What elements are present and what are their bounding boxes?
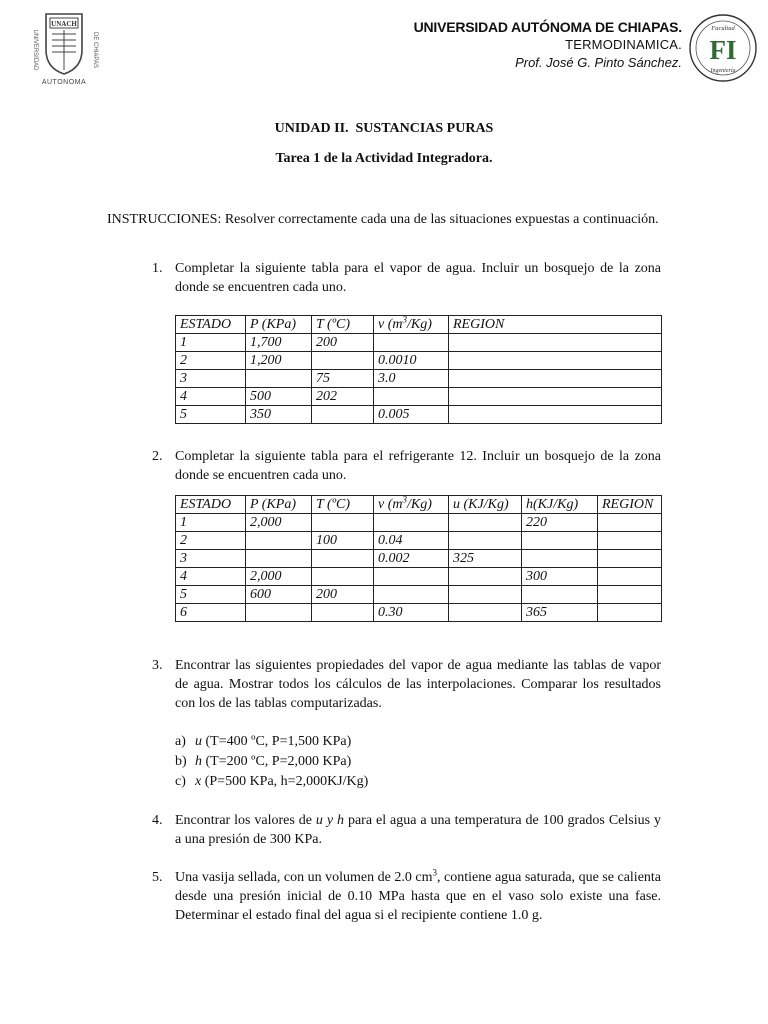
table-cell: 1 bbox=[176, 514, 246, 532]
table-cell bbox=[312, 406, 374, 424]
table-row bbox=[176, 568, 662, 586]
problem-1-number: 1. bbox=[152, 261, 163, 276]
table-cell: 1,700 bbox=[246, 334, 312, 352]
table-cell bbox=[312, 352, 374, 370]
faculty-letters: FI bbox=[709, 35, 737, 65]
table-cell bbox=[449, 334, 662, 352]
table-cell bbox=[449, 568, 522, 586]
logo-side-text-left: UNIVERSIDAD bbox=[32, 29, 38, 71]
faculty-top-text: Facultad bbox=[711, 25, 735, 32]
sub-item-c: c) x (P=500 KPa, h=2,000KJ/Kg) bbox=[175, 774, 369, 789]
table-cell bbox=[449, 604, 522, 622]
table-cell bbox=[522, 532, 598, 550]
table-cell bbox=[449, 388, 662, 406]
table-cell: 0.002 bbox=[374, 550, 449, 568]
table-cell bbox=[598, 550, 662, 568]
table-cell bbox=[598, 568, 662, 586]
table-cell: 365 bbox=[522, 604, 598, 622]
table-cell: 4 bbox=[176, 388, 246, 406]
table-cell: 2,000 bbox=[246, 514, 312, 532]
table-header-cell: u (KJ/Kg) bbox=[449, 496, 522, 514]
problem-2-text: Completar la siguiente tabla para el refrigerante 12. Incluir un bosquejo de la zona donde se encuentren cada uno. bbox=[175, 449, 661, 483]
problem-3-text: Encontrar las siguientes propiedades del vapor de agua mediante las tablas de vapor de agua. Mostrar todos los cálculos de las interpolaciones. Comparar los resultados con los de las tablas computarizadas. bbox=[175, 658, 661, 711]
faculty-logo bbox=[688, 13, 758, 83]
university-name: UNIVERSIDAD AUTÓNOMA DE CHIAPAS. bbox=[413, 19, 682, 35]
table-cell bbox=[374, 388, 449, 406]
table-cell: 5 bbox=[176, 406, 246, 424]
table-cell: 325 bbox=[449, 550, 522, 568]
table-cell bbox=[449, 352, 662, 370]
unit-title: UNIDAD II. SUSTANCIAS PURAS bbox=[274, 121, 494, 136]
logo-bottom-text: AUTONOMA bbox=[41, 79, 87, 86]
table-cell: 220 bbox=[522, 514, 598, 532]
table-cell bbox=[598, 532, 662, 550]
table-row bbox=[176, 604, 662, 622]
problem-1-text: Completar la siguiente tabla para el vapor de agua. Incluir un bosquejo de la zona donde se encuentren cada uno. bbox=[175, 261, 661, 295]
table-cell bbox=[374, 586, 449, 604]
table-cell bbox=[374, 334, 449, 352]
table-cell bbox=[522, 550, 598, 568]
table-cell: 75 bbox=[312, 370, 374, 388]
table-cell bbox=[312, 514, 374, 532]
table-cell: 3 bbox=[176, 550, 246, 568]
table-cell: 2 bbox=[176, 352, 246, 370]
faculty-bottom-text: Ingeniería bbox=[710, 68, 736, 74]
table-header-cell: T (ºC) bbox=[312, 316, 374, 334]
table-cell: 202 bbox=[312, 388, 374, 406]
table-cell bbox=[246, 550, 312, 568]
table-cell bbox=[374, 514, 449, 532]
table-cell: 1,200 bbox=[246, 352, 312, 370]
table-header-cell: v $(m^3/Kg)$ bbox=[374, 316, 449, 334]
table-header-cell: T (ºC) bbox=[312, 496, 374, 514]
steam-table bbox=[175, 315, 662, 424]
instructions: INSTRUCCIONES: Resolver correctamente cada una de las situaciones expuestas a continuación. bbox=[107, 212, 659, 227]
problem-2-number: 2. bbox=[152, 449, 163, 464]
table-row bbox=[176, 514, 662, 532]
table-header-cell: ESTADO bbox=[176, 496, 246, 514]
professor-name: Prof. José G. Pinto Sánchez. bbox=[515, 55, 682, 70]
table-cell: 0.005 bbox=[374, 406, 449, 424]
table-row bbox=[176, 388, 662, 406]
table-cell bbox=[246, 532, 312, 550]
table-cell bbox=[598, 604, 662, 622]
table-row bbox=[176, 532, 662, 550]
table-cell: 600 bbox=[246, 586, 312, 604]
table-cell: 0.04 bbox=[374, 532, 449, 550]
table-cell: 2 bbox=[176, 532, 246, 550]
problem-5-text: Una vasija sellada, con un volumen de 2.0 $cm^3$, contiene agua saturada, que se calienta desde una presión inicial de 0.10 MPa hasta que en el vaso solo existe una fase. Determinar el estado final del agua si el recipiente contiene 1.0 g. bbox=[175, 867, 662, 923]
table-header-cell: P (KPa) bbox=[246, 316, 312, 334]
table-header-cell: REGION bbox=[598, 496, 662, 514]
table-cell bbox=[449, 370, 662, 388]
table-cell: 100 bbox=[312, 532, 374, 550]
table-cell: 6 bbox=[176, 604, 246, 622]
problem-4-number: 4. bbox=[152, 813, 163, 828]
table-cell bbox=[522, 586, 598, 604]
table-cell: 200 bbox=[312, 334, 374, 352]
table-header-cell: ESTADO bbox=[176, 316, 246, 334]
table-cell bbox=[246, 604, 312, 622]
table-cell: 350 bbox=[246, 406, 312, 424]
document-header bbox=[414, 18, 682, 72]
table-cell: 4 bbox=[176, 568, 246, 586]
table-cell bbox=[312, 568, 374, 586]
table-cell: 500 bbox=[246, 388, 312, 406]
table-row bbox=[176, 334, 662, 352]
task-title: Tarea 1 de la Actividad Integradora. bbox=[275, 151, 493, 166]
table-header-row bbox=[176, 496, 662, 514]
table-cell bbox=[374, 568, 449, 586]
unach-logo bbox=[20, 10, 108, 90]
table-row bbox=[176, 586, 662, 604]
table-header-cell: P (KPa) bbox=[246, 496, 312, 514]
table-cell: 1 bbox=[176, 334, 246, 352]
problem-5-number: 5. bbox=[152, 870, 163, 885]
table-cell: 0.0010 bbox=[374, 352, 449, 370]
table-cell bbox=[449, 586, 522, 604]
logo-center-text: UNACH bbox=[51, 20, 77, 28]
table-cell bbox=[449, 532, 522, 550]
table-header-cell: REGION bbox=[449, 316, 662, 334]
table-cell bbox=[598, 586, 662, 604]
table-cell bbox=[312, 550, 374, 568]
table-cell bbox=[449, 406, 662, 424]
table-header-cell: h(KJ/Kg) bbox=[522, 496, 598, 514]
table-cell: 5 bbox=[176, 586, 246, 604]
table-cell bbox=[598, 514, 662, 532]
table-cell bbox=[246, 370, 312, 388]
table-cell: 0.30 bbox=[374, 604, 449, 622]
problem-3-number: 3. bbox=[152, 658, 163, 673]
table-header-row bbox=[176, 316, 662, 334]
problem-4-text: Encontrar los valores de u y h para el agua a una temperatura de 100 grados Celsius y a una presión de 300 KPa. bbox=[175, 813, 661, 847]
course-name: TERMODINAMICA. bbox=[565, 37, 682, 52]
table-row bbox=[176, 352, 662, 370]
table-row bbox=[176, 550, 662, 568]
table-cell: 2,000 bbox=[246, 568, 312, 586]
sub-item-b: b) h (T=200 ºC, P=2,000 KPa) bbox=[175, 754, 352, 769]
table-cell: 300 bbox=[522, 568, 598, 586]
table-row bbox=[176, 406, 662, 424]
table-cell: 3.0 bbox=[374, 370, 449, 388]
table-cell: 200 bbox=[312, 586, 374, 604]
table-row bbox=[176, 370, 662, 388]
table-cell bbox=[449, 514, 522, 532]
table-cell: 3 bbox=[176, 370, 246, 388]
refrigerant-table bbox=[175, 495, 662, 622]
table-header-cell: v $(m^3/Kg)$ bbox=[374, 496, 449, 514]
logo-side-text-right: DE CHIAPAS bbox=[92, 32, 98, 68]
table-cell bbox=[312, 604, 374, 622]
sub-item-a: a) u (T=400 ºC, P=1,500 KPa) bbox=[175, 734, 352, 749]
